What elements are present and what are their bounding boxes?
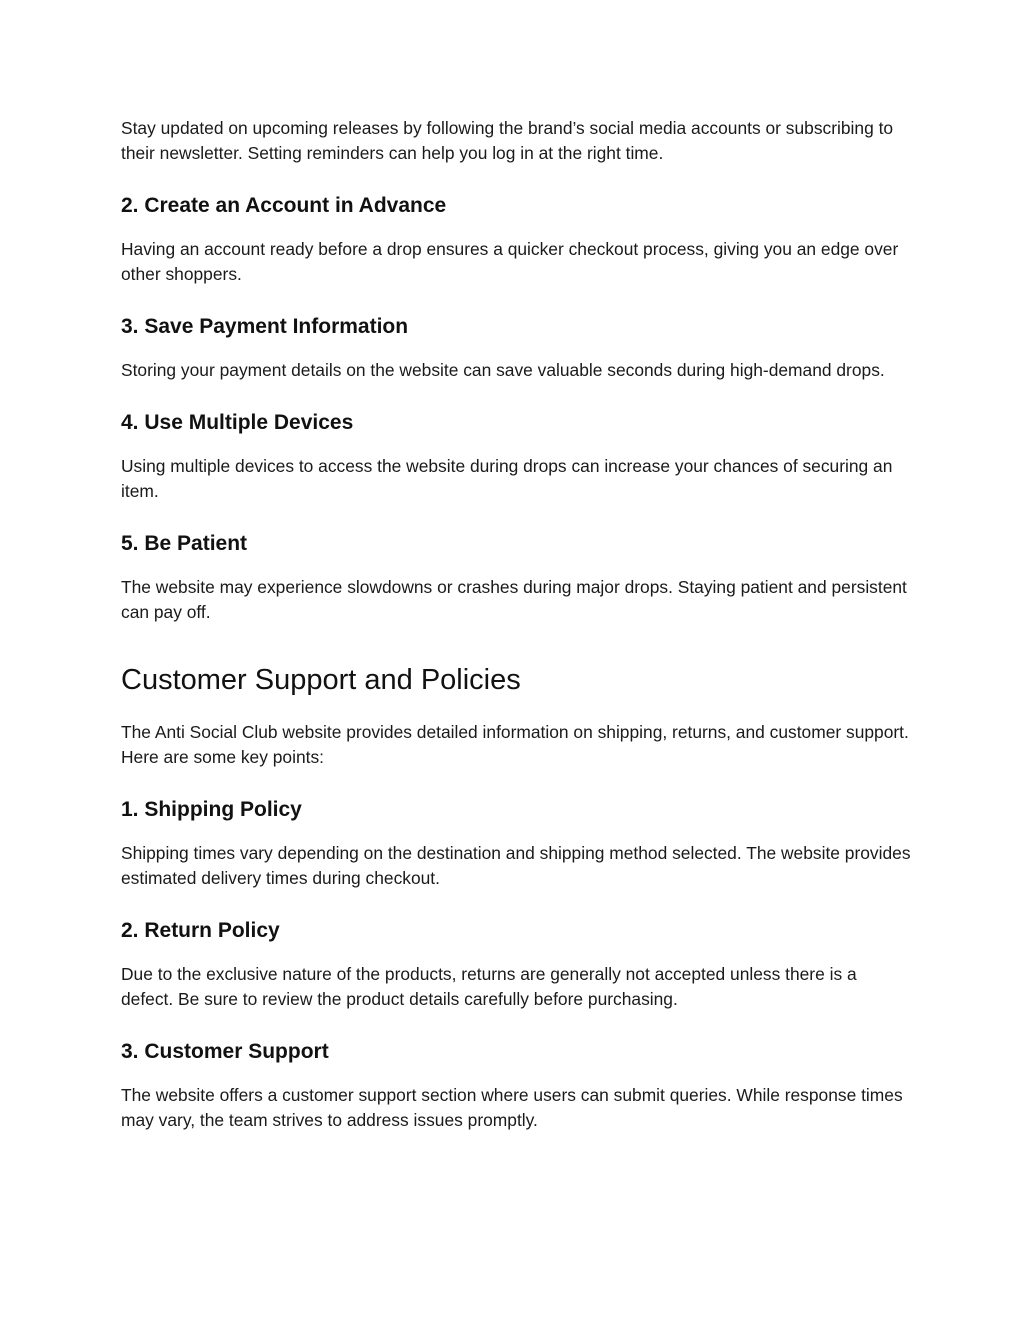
policy-heading-return: 2. Return Policy [121, 919, 280, 942]
intro-paragraph: Stay updated on upcoming releases by following the brand’s social media accounts or subscribing to their newsletter. Setting reminders can help you log in at the right time. [121, 118, 894, 163]
policy-text-customer-support: The website offers a customer support section where users can submit queries. While response times may vary, the team strives to address issues promptly. [121, 1085, 903, 1130]
tip-text-create-account: Having an account ready before a drop ensures a quicker checkout process, giving you an edge over other shoppers. [121, 239, 899, 284]
policy-text-shipping: Shipping times vary depending on the destination and shipping method selected. The website provides estimated delivery times during checkout. [121, 843, 911, 888]
policy-text-return: Due to the exclusive nature of the products, returns are generally not accepted unless there is a defect. Be sure to review the product details carefully before purchasing. [121, 964, 857, 1009]
policy-heading-shipping: 1. Shipping Policy [121, 798, 302, 821]
tip-heading-multiple-devices: 4. Use Multiple Devices [121, 411, 354, 434]
tip-heading-be-patient: 5. Be Patient [121, 532, 248, 555]
support-intro-paragraph: The Anti Social Club website provides detailed information on shipping, returns, and customer support. Here are some key points: [121, 722, 909, 767]
tip-text-save-payment: Storing your payment details on the website can save valuable seconds during high-demand drops. [121, 360, 885, 380]
tip-text-be-patient: The website may experience slowdowns or crashes during major drops. Staying patient and persistent can pay off. [121, 577, 907, 622]
tip-heading-create-account: 2. Create an Account in Advance [121, 194, 447, 217]
tip-text-multiple-devices: Using multiple devices to access the website during drops can increase your chances of securing an item. [121, 456, 893, 501]
section-title-customer-support: Customer Support and Policies [121, 664, 521, 696]
policy-heading-customer-support: 3. Customer Support [121, 1040, 329, 1063]
document-page [121, 116, 911, 1133]
tip-heading-save-payment: 3. Save Payment Information [121, 315, 409, 338]
